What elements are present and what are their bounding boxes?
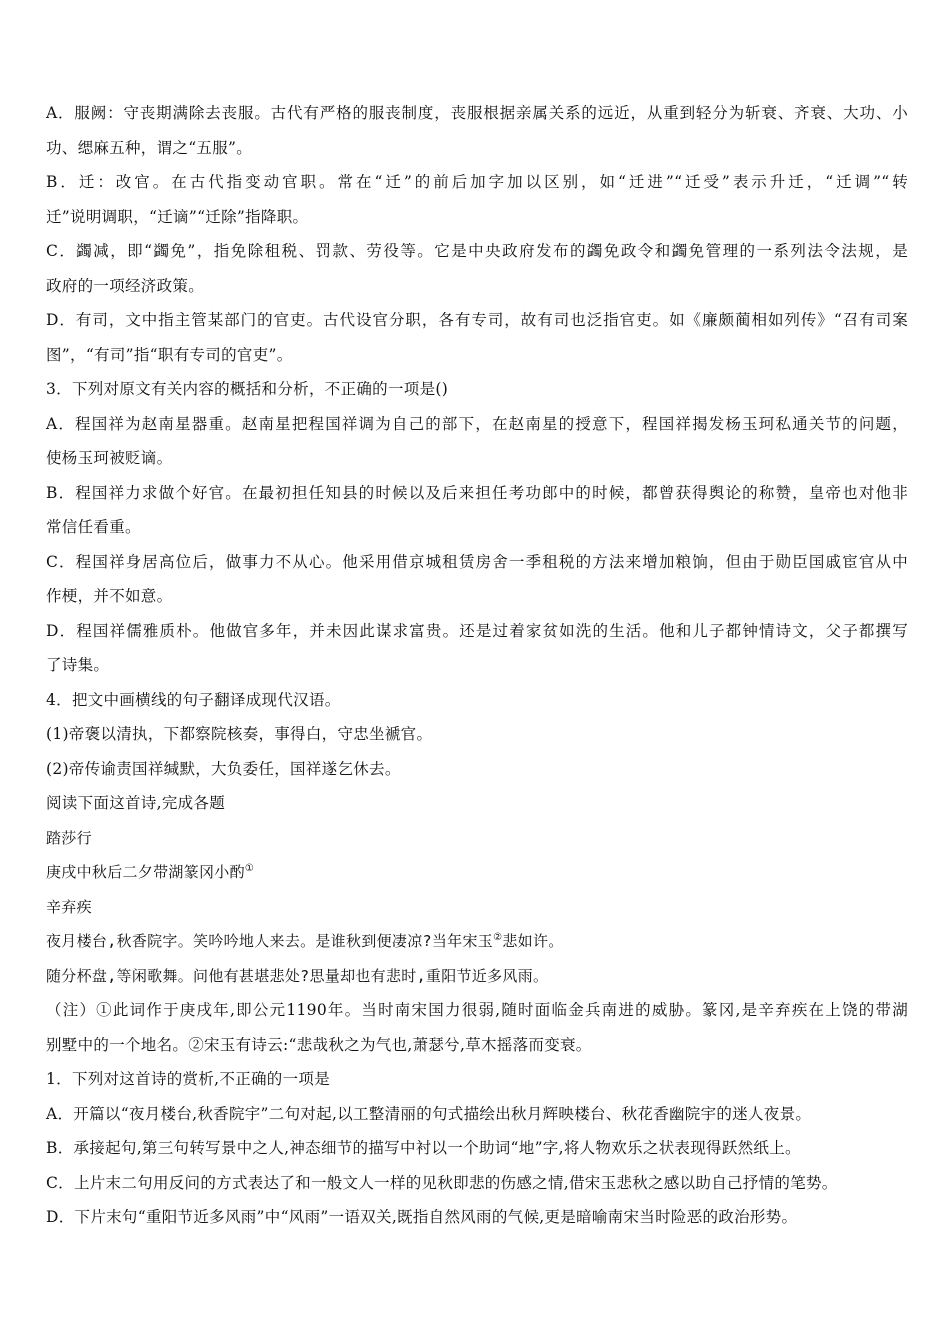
poem-subtitle (46, 855, 908, 890)
translation-item-2: (2)帝传谕责国祥缄默，大负委任，国祥遂乞休去。 (46, 759, 401, 778)
poem-line-2: 随分杯盘,等闲歌舞。问他有甚堪悲处?思量却也有悲时,重阳节近多风雨。 (46, 966, 549, 985)
poem-title: 踏莎行 (46, 828, 92, 847)
q2-option-c (46, 234, 908, 303)
option-text-line: D．有司，文中指主管某部门的官吏。古代设官分职，各有专司，故有司也泛指官吏。如《廉颇蔺相如列传》“召有司案 (46, 311, 908, 329)
option-text-line: 政府的一项经济政策。 (46, 276, 205, 295)
poem-question-1-stem: 1．下列对这首诗的赏析,不正确的一项是 (46, 1070, 330, 1088)
poem-q1-option-b: B．承接起句,第三句转写景中之人,神态细节的描写中衬以一个助词“地”字,将人物欢乐之状表现得跃然纸上。 (46, 1139, 801, 1157)
q3-option-b (46, 476, 908, 545)
q2-option-a (46, 96, 908, 165)
option-text-line: 作梗，并不如意。 (46, 587, 173, 605)
option-text-line: B．程国祥力求做个好官。在最初担任知县的时候以及后来担任考功郎中的时候，都曾获得舆论的称赞，皇帝也对他非 (46, 483, 908, 502)
q3-option-c (46, 545, 908, 614)
document-page (46, 96, 908, 1235)
option-text-line: 图”，“有司”指“职有专司的官吏”。 (46, 345, 293, 364)
poem-author: 辛弃疾 (46, 897, 92, 916)
q3-option-d (46, 614, 908, 683)
option-text-line: D．程国祥儒雅质朴。他做官多年，并未因此谋求富贵。还是过着家贫如洗的生活。他和儿子都钟情诗文，父子都撰写 (46, 621, 908, 640)
poem-q1-option-a: A．开篇以“夜月楼台,秋香院宇”二句对起,以工整清丽的句式描绘出秋月辉映楼台、秋花香幽院宇的迷人夜景。 (46, 1104, 812, 1123)
option-text-line: A．服阙：守丧期满除去丧服。古代有严格的服丧制度，丧服根据亲属关系的远近，从重到轻分为斩衰、齐衰、大功、小 (46, 104, 908, 122)
poem-subtitle-text: 庚戌中秋后二夕带湖篆冈小酌 (46, 863, 245, 881)
question-3-stem: 3．下列对原文有关内容的概括和分析，不正确的一项是() (46, 380, 449, 398)
poem-line-1 (46, 924, 908, 959)
q2-option-b (46, 165, 908, 234)
translation-item-1: (1)帝褒以清执，下都察院核奏，事得白，守忠坐褫官。 (46, 725, 433, 743)
footnote-mark-2: ② (493, 932, 503, 943)
option-text-line: C．程国祥身居高位后，做事力不从心。他采用借京城租赁房舍一季租税的方法来增加粮饷，但由于勋臣国戚宦官从中 (46, 552, 908, 571)
option-text-line: 功、缌麻五种，谓之“五服”。 (46, 138, 253, 157)
poem-q1-option-c: C．上片末二句用反问的方式表达了和一般文人一样的见秋即悲的伤感之情,借宋玉悲秋之感以助自己抒情的笔势。 (46, 1173, 838, 1192)
option-text-line: 迁”说明调职，“迁谪”“迁除”指降职。 (46, 207, 309, 226)
option-text-line: B．迁：改官。在古代指变动官职。常在“迁”的前后加字加以区别，如“迁进”“迁受”表示升迁，“迁调”“转 (46, 173, 908, 191)
poem-line-1-text: 夜月楼台,秋香院字。笑吟吟地人来去。是谁秋到便凄凉?当年宋玉 (46, 932, 494, 950)
option-text-line: 了诗集。 (46, 656, 110, 674)
poem-intro: 阅读下面这首诗,完成各题 (46, 794, 226, 812)
q2-option-d (46, 303, 908, 372)
q3-option-a (46, 407, 908, 476)
footnote-mark-1: ① (244, 863, 255, 874)
option-text-line: 使杨玉珂被贬谪。 (46, 449, 173, 467)
question-4-stem: 4．把文中画横线的句子翻译成现代汉语。 (46, 690, 341, 709)
poem-line-1-end: 悲如许。 (502, 932, 564, 950)
poem-note-line: 别墅中的一个地名。②宋玉有诗云:“悲哉秋之为气也,萧瑟兮,草木摇落而变衰。 (46, 1035, 592, 1054)
option-text-line: 常信任看重。 (46, 518, 141, 536)
poem-q1-option-d: D．下片末句“重阳节近多风雨”中“风雨”一语双关,既指自然风雨的气候,更是暗喻南宋当时险恶的政治形势。 (46, 1208, 798, 1226)
option-text-line: A．程国祥为赵南星器重。赵南星把程国祥调为自己的部下，在赵南星的授意下，程国祥揭发杨玉珂私通关节的问题， (46, 414, 908, 433)
option-text-line: C．蠲减，即“蠲免”，指免除租税、罚款、劳役等。它是中央政府发布的蠲免政令和蠲免管理的一系列法令法规，是 (46, 242, 908, 260)
poem-note-line: （注）①此词作于庚戌年,即公元1190年。当时南宋国力很弱,随时面临金兵南进的威胁。篆冈,是辛弃疾在上饶的带湖 (46, 1001, 908, 1019)
